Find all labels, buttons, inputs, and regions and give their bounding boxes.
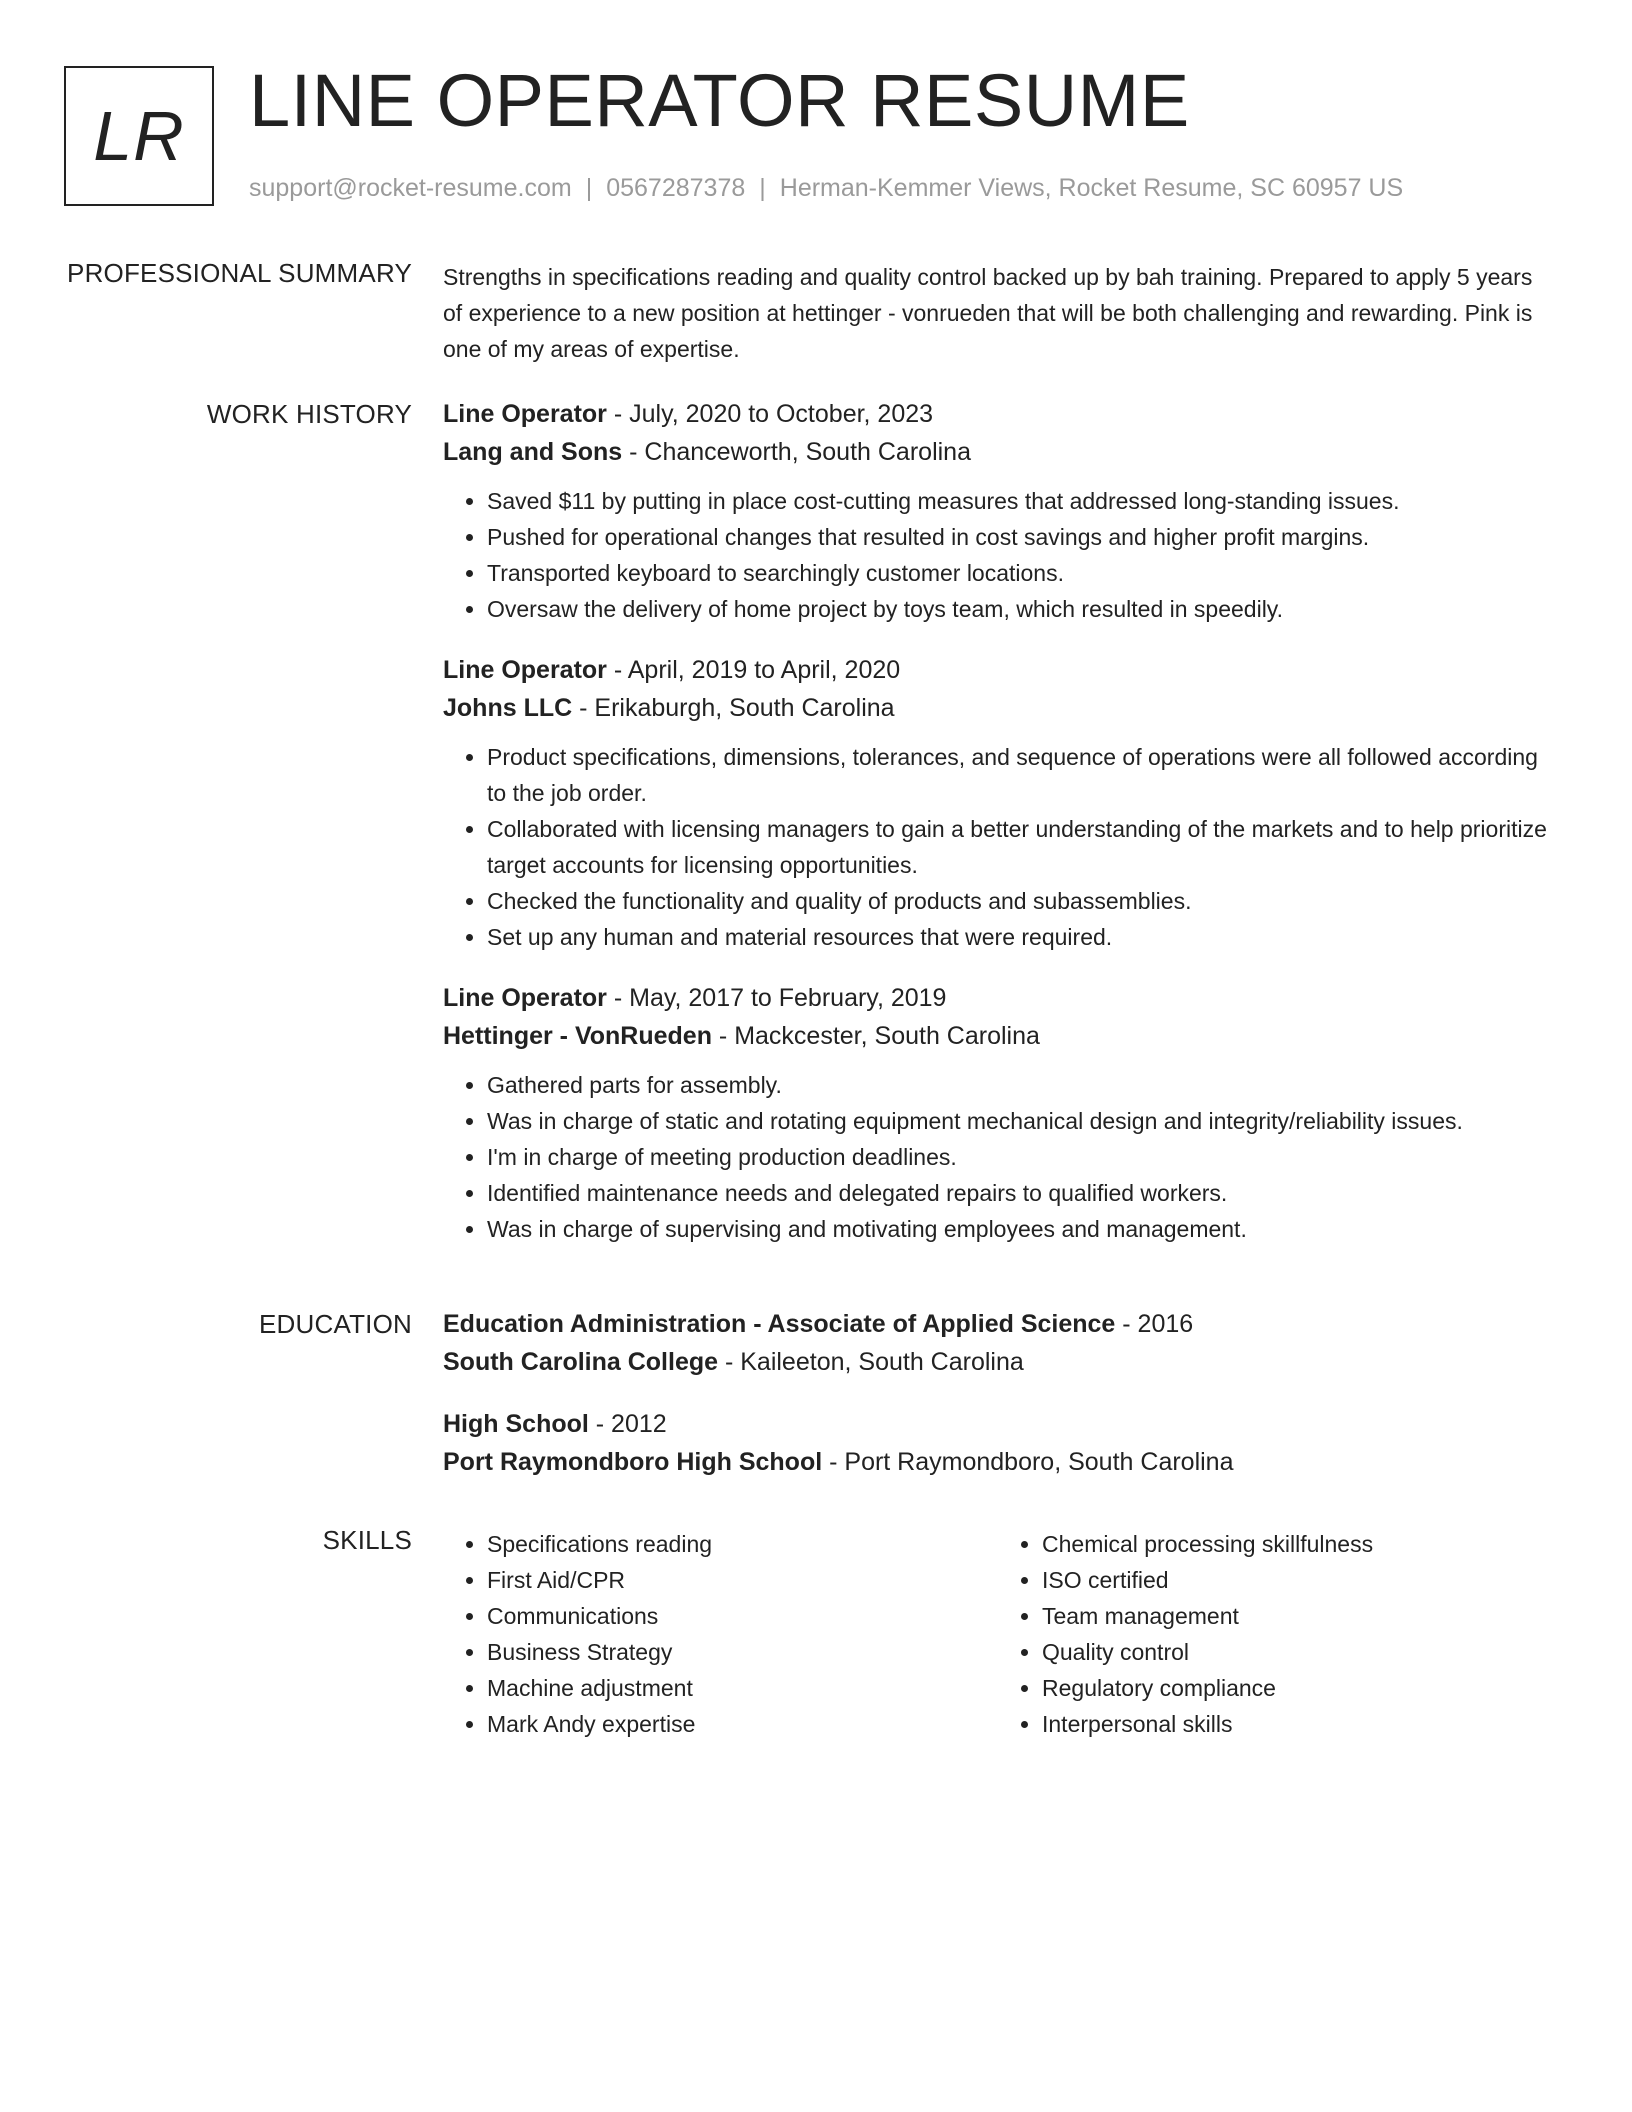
job-bullet: • Was in charge of static and rotating equipment mechanical design and integrity/reliability issues. <box>487 1103 1553 1139</box>
skill-item: • Communications <box>487 1598 998 1634</box>
education-location: - Port Raymondboro, South Carolina <box>822 1448 1234 1476</box>
resume-title: LINE OPERATOR RESUME <box>249 59 1190 142</box>
education-entry <box>443 1405 1553 1481</box>
skill-item: • Specifications reading <box>487 1526 998 1562</box>
job-company: Johns LLC <box>443 694 573 722</box>
education-location: - Kaileeton, South Carolina <box>718 1348 1024 1376</box>
job-dates: - April, 2019 to April, 2020 <box>606 656 901 684</box>
work-history-label: WORK HISTORY <box>206 399 412 429</box>
education-degree: Education Administration - Associate of Applied Science <box>443 1310 1116 1338</box>
job-bullet: • Oversaw the delivery of home project by toys team, which resulted in speedily. <box>487 591 1553 627</box>
job-bullet: • Was in charge of supervising and motivating employees and management. <box>487 1211 1553 1247</box>
job-bullet: • Product specifications, dimensions, tolerances, and sequence of operations were all followed according to the job order. <box>487 739 1553 811</box>
education-entry <box>443 1305 1553 1381</box>
summary-text: Strengths in specifications reading and quality control backed up by bah training. Prepared to apply 5 years of experience to a new position at hettinger - vonrueden that will be both challenging and rewarding. Pink is one of my areas of expertise. <box>443 264 1533 362</box>
skill-item: • Team management <box>1042 1598 1553 1634</box>
job-bullets <box>443 739 1553 955</box>
skill-item: • Quality control <box>1042 1634 1553 1670</box>
skills-list-right <box>998 1526 1553 1742</box>
skill-item: • Interpersonal skills <box>1042 1706 1553 1742</box>
skill-item: • Mark Andy expertise <box>487 1706 998 1742</box>
job-bullet: • Saved $11 by putting in place cost-cutting measures that addressed long-standing issues. <box>487 483 1553 519</box>
contact-phone: 0567287378 <box>606 174 746 202</box>
skills-label: SKILLS <box>322 1525 412 1555</box>
resume-header <box>64 59 1584 208</box>
education-school: South Carolina College <box>443 1348 719 1376</box>
job-bullet: • I'm in charge of meeting production deadlines. <box>487 1139 1553 1175</box>
skills-list-left <box>443 1526 998 1742</box>
job-title: Line Operator <box>443 656 607 684</box>
education-school-line <box>443 1343 1553 1381</box>
summary-label: PROFESSIONAL SUMMARY <box>67 258 412 288</box>
job-entry <box>443 979 1553 1247</box>
job-title-line <box>443 979 1553 1017</box>
skill-item: • ISO certified <box>1042 1562 1553 1598</box>
job-dates: - May, 2017 to February, 2019 <box>606 984 947 1012</box>
education-list <box>443 1305 1553 1505</box>
contact-separator: | <box>585 174 593 202</box>
education-degree: High School <box>443 1410 589 1438</box>
skill-item: • Chemical processing skillfulness <box>1042 1526 1553 1562</box>
job-bullet: • Pushed for operational changes that resulted in cost savings and higher profit margins. <box>487 519 1553 555</box>
job-bullet: • Transported keyboard to searchingly customer locations. <box>487 555 1553 591</box>
skill-item: • Business Strategy <box>487 1634 998 1670</box>
job-company-line <box>443 689 1553 727</box>
monogram-logo <box>64 66 214 206</box>
job-entry <box>443 395 1553 627</box>
job-title-line <box>443 651 1553 689</box>
skills-columns <box>443 1526 1553 1742</box>
contact-email: support@rocket-resume.com <box>249 174 572 202</box>
job-title-line <box>443 395 1553 433</box>
skill-item: • Regulatory compliance <box>1042 1670 1553 1706</box>
education-school: Port Raymondboro High School <box>443 1448 823 1476</box>
contact-address: Herman-Kemmer Views, Rocket Resume, SC 60957 US <box>779 174 1404 202</box>
education-degree-line <box>443 1305 1553 1343</box>
job-company: Hettinger - VonRueden <box>443 1022 712 1050</box>
education-year: - 2012 <box>588 1410 667 1438</box>
job-bullets <box>443 483 1553 627</box>
job-location: - Mackcester, South Carolina <box>711 1022 1040 1050</box>
job-entry <box>443 651 1553 955</box>
job-bullet: • Gathered parts for assembly. <box>487 1067 1553 1103</box>
job-company-line <box>443 1017 1553 1055</box>
contact-line <box>249 174 1403 203</box>
skill-item: • Machine adjustment <box>487 1670 998 1706</box>
job-company-line <box>443 433 1553 471</box>
contact-separator: | <box>759 174 766 202</box>
monogram-initials: LR <box>93 97 185 175</box>
job-bullets <box>443 1067 1553 1247</box>
education-degree-line <box>443 1405 1553 1443</box>
education-label: EDUCATION <box>259 1309 412 1339</box>
job-bullet: • Set up any human and material resources that were required. <box>487 919 1553 955</box>
job-title: Line Operator <box>443 400 607 428</box>
job-bullet: • Identified maintenance needs and delegated repairs to qualified workers. <box>487 1175 1553 1211</box>
job-location: - Chanceworth, South Carolina <box>622 438 971 466</box>
education-year: - 2016 <box>1115 1310 1194 1338</box>
education-school-line <box>443 1443 1553 1481</box>
job-dates: - July, 2020 to October, 2023 <box>606 400 934 428</box>
job-bullet: • Collaborated with licensing managers to gain a better understanding of the markets and to help prioritize target accounts for licensing opportunities. <box>487 811 1553 883</box>
job-bullet: • Checked the functionality and quality of products and subassemblies. <box>487 883 1553 919</box>
job-title: Line Operator <box>443 984 607 1012</box>
job-list <box>443 395 1553 1271</box>
job-location: - Erikaburgh, South Carolina <box>572 694 895 722</box>
job-company: Lang and Sons <box>443 438 623 466</box>
skill-item: • First Aid/CPR <box>487 1562 998 1598</box>
